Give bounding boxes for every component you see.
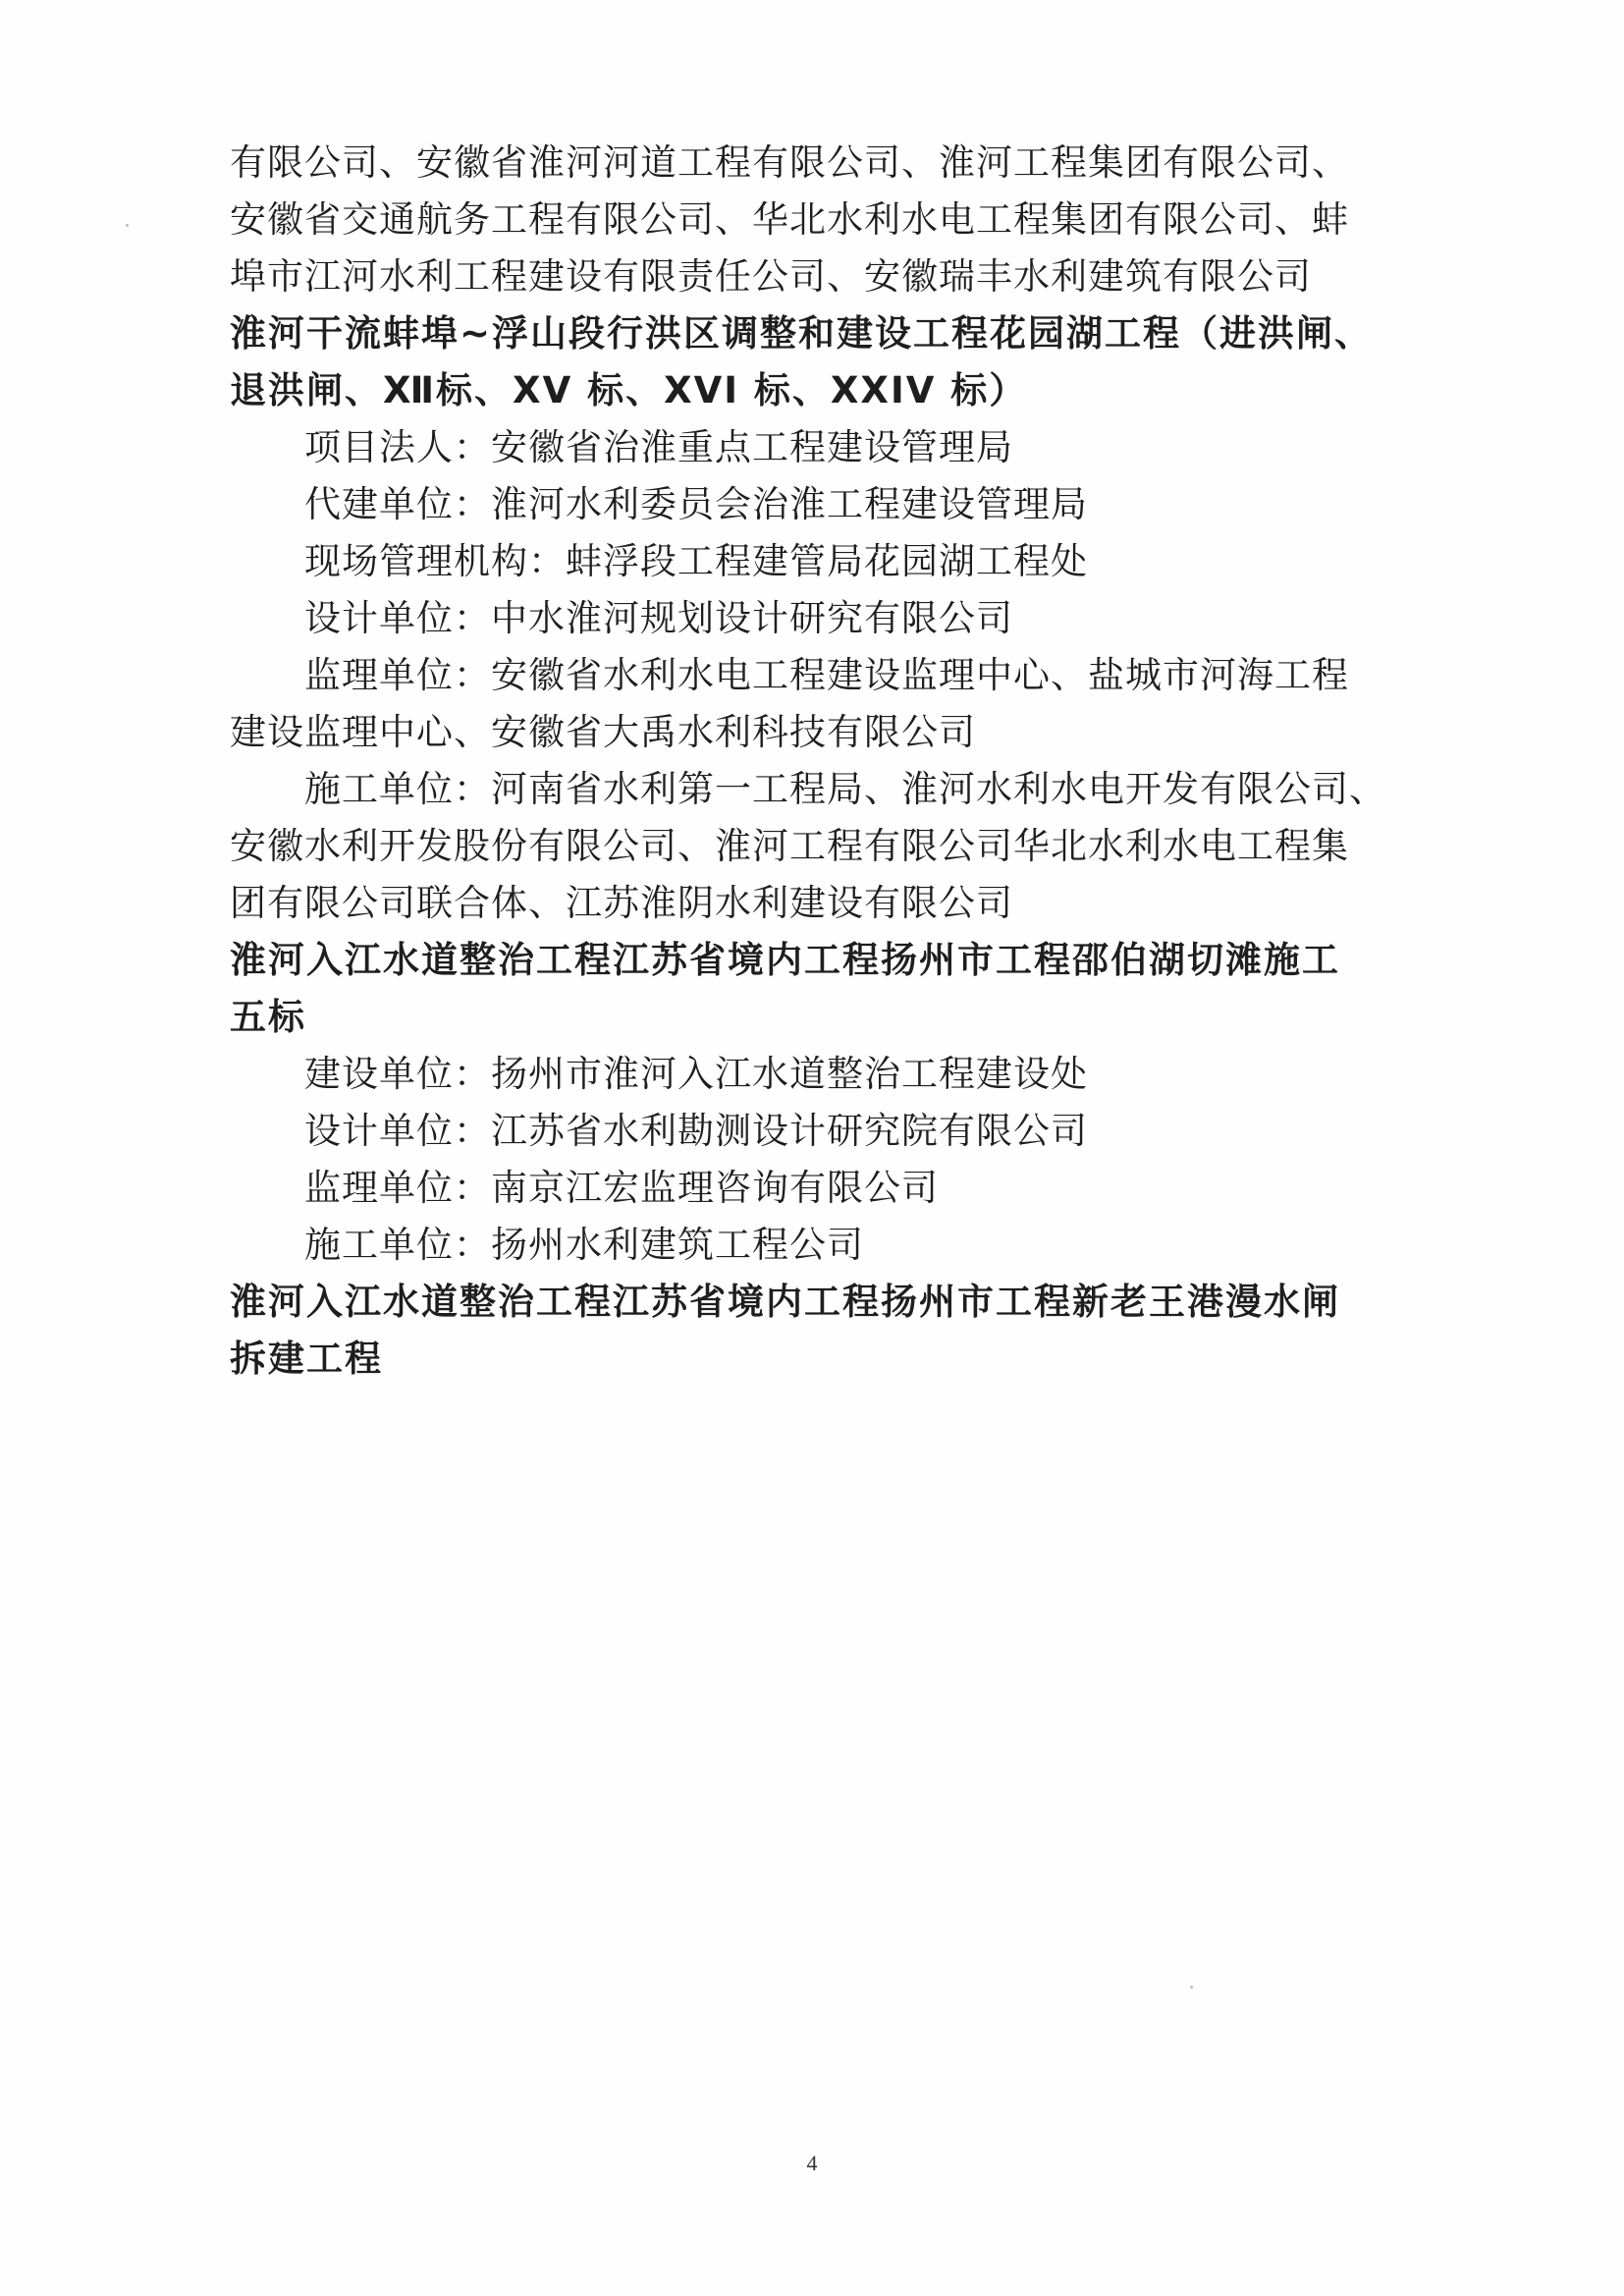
supervision-unit-line: 监理单位：安徽省水利水电工程建设监理中心、盐城市河海工程 (304, 654, 1349, 696)
scan-speck (1190, 1986, 1193, 1989)
body-line: 安徽水利开发股份有限公司、淮河工程有限公司华北水利水电工程集 (230, 825, 1349, 867)
design-unit-line: 设计单位：中水淮河规划设计研究有限公司 (304, 597, 1013, 639)
page-number: 4 (806, 2151, 818, 2175)
construction-unit-line: 施工单位：扬州水利建筑工程公司 (304, 1224, 864, 1266)
body-line: 安徽省交通航务工程有限公司、华北水利水电工程集团有限公司、蚌 (230, 198, 1349, 241)
scan-speck (126, 224, 129, 227)
construction-unit-line: 施工单位：河南省水利第一工程局、淮河水利水电开发有限公司、 (304, 768, 1386, 810)
section-heading: 退洪闸、Ⅻ标、XV 标、XVI 标、XXIV 标） (230, 369, 1028, 411)
body-line: 埠市江河水利工程建设有限责任公司、安徽瑞丰水利建筑有限公司 (230, 255, 1312, 298)
design-unit-line: 设计单位：江苏省水利勘测设计研究院有限公司 (304, 1110, 1088, 1152)
section-heading: 五标 (230, 996, 306, 1038)
site-management-line: 现场管理机构：蚌浮段工程建管局花园湖工程处 (304, 540, 1088, 582)
body-line: 建设监理中心、安徽省大禹水利科技有限公司 (230, 711, 976, 753)
supervision-unit-line: 监理单位：南京江宏监理咨询有限公司 (304, 1167, 939, 1209)
section-heading: 淮河入江水道整治工程江苏省境内工程扬州市工程邵伯湖切滩施工 (230, 939, 1340, 981)
builder-unit-line: 建设单位：扬州市淮河入江水道整治工程建设处 (304, 1053, 1088, 1095)
section-heading: 拆建工程 (230, 1338, 383, 1380)
body-line: 团有限公司联合体、江苏淮阴水利建设有限公司 (230, 882, 1013, 924)
body-line: 有限公司、安徽省淮河河道工程有限公司、淮河工程集团有限公司、 (230, 141, 1349, 184)
agent-unit-line: 代建单位：淮河水利委员会治淮工程建设管理局 (304, 483, 1088, 525)
section-heading: 淮河入江水道整治工程江苏省境内工程扬州市工程新老王港漫水闸 (230, 1281, 1340, 1323)
section-heading: 淮河干流蚌埠~浮山段行洪区调整和建设工程花园湖工程（进洪闸、 (230, 312, 1374, 355)
project-owner-line: 项目法人：安徽省治淮重点工程建设管理局 (304, 426, 1013, 468)
